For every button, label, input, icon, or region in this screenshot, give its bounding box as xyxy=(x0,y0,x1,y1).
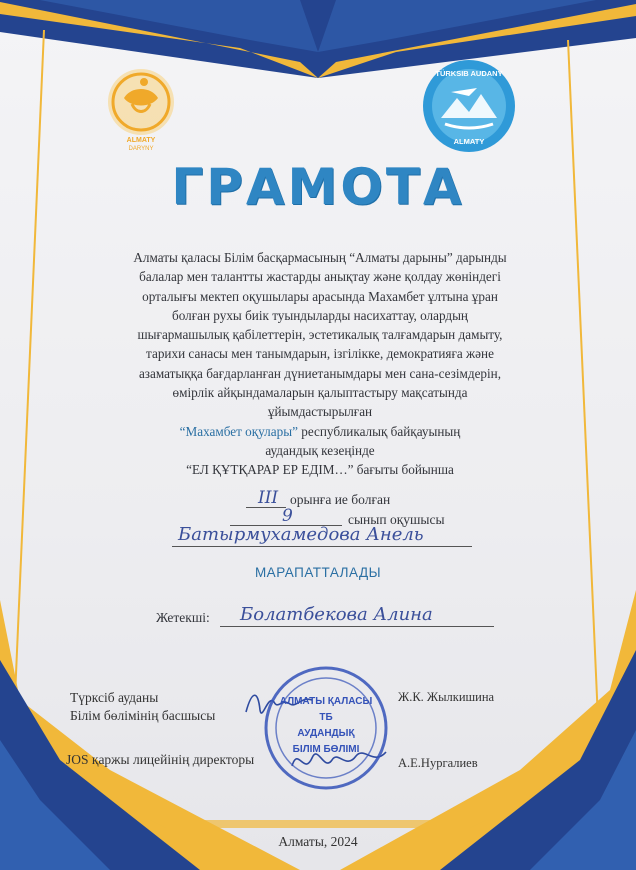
logo-right-bottom: ALMATY xyxy=(453,137,485,146)
competition-name: “Махамбет оқулары” xyxy=(179,423,298,439)
stamp-line1: АЛМАТЫ ҚАЛАСЫ xyxy=(279,696,373,707)
lyceum-director-name: А.Е.Нургалиев xyxy=(398,756,478,770)
student-underline xyxy=(172,546,472,547)
place-underline xyxy=(246,507,286,508)
stamp-line3: АУДАНДЫҚ xyxy=(297,728,355,739)
turksib-audany-logo xyxy=(421,58,517,154)
logo-right-top: TÜRKSIB AUDANY xyxy=(435,69,503,78)
competition-line xyxy=(100,422,540,441)
place-handwritten: III xyxy=(258,488,279,508)
dept-line1: Түрксіб ауданы xyxy=(70,690,159,705)
direction-line: “ЕЛ ҚҰТҚАРАР ЕР ЕДІМ…” бағыты бойынша xyxy=(186,462,454,478)
logo-left-sub: DARYNY xyxy=(128,146,154,152)
body-line: азаматыққа бағдарланған дүниетанымдары мен сана-сезімдерін, xyxy=(138,365,502,381)
logo-left-name: ALMATY xyxy=(126,137,156,144)
supervisor-label: Жетекші: xyxy=(156,610,210,625)
grade-handwritten: 9 xyxy=(282,506,293,526)
body-line: Алматы қаласы Білім басқармасының “Алматы дарыны” дарынды xyxy=(133,250,507,265)
body-line: балалар мен талантты жастарды анықтау және қолдау жөніндегі xyxy=(139,269,501,285)
lyceum-director-label: JOS қаржы лицейінің директоры xyxy=(66,752,255,767)
body-line: өмірлік айқындамаларын қалыптастыру мақсатында xyxy=(172,385,468,401)
supervisor-name-handwritten: Болатбекова Алина xyxy=(240,604,433,625)
body-line: орталығы мектеп оқушылары арасында Махамбет ұлтына ұран xyxy=(142,288,498,304)
body-line: тарихи санасы мен танымдарын, ізгілікке, демократияға және xyxy=(146,346,494,362)
body-line: шығармашылық қабілеттерін, эстетикалық талғамдарын дамыту, xyxy=(137,327,503,343)
official-stamp xyxy=(262,664,390,792)
certificate-body xyxy=(100,248,540,480)
footer-place-year: Алматы, 2024 xyxy=(278,834,358,849)
body-line: болған рухы биік туындыларды насихаттау, олардың xyxy=(171,307,468,323)
certificate-title: ГРАМОТА xyxy=(171,158,465,216)
competition-rest: республикалық байқауының xyxy=(297,423,461,439)
award-heading: МАРАПАТТАЛАДЫ xyxy=(254,565,382,580)
place-text: орынға ие болған xyxy=(290,492,391,507)
student-name-handwritten: Батырмухамедова Анель xyxy=(178,524,424,545)
almaty-daryny-logo xyxy=(106,64,176,152)
stamp-line4: БІЛІМ БӨЛІМІ xyxy=(292,744,360,755)
dept-line2: Білім бөлімінің басшысы xyxy=(70,708,216,723)
body-line: ұйымдастырылған xyxy=(267,404,373,420)
grade-text: сынып оқушысы xyxy=(348,512,445,527)
stage-line: аудандық кезеңінде xyxy=(265,442,375,458)
dept-head-name: Ж.К. Жылкишина xyxy=(398,690,495,704)
supervisor-underline xyxy=(220,626,494,627)
stamp-line2: ТБ xyxy=(319,712,333,723)
